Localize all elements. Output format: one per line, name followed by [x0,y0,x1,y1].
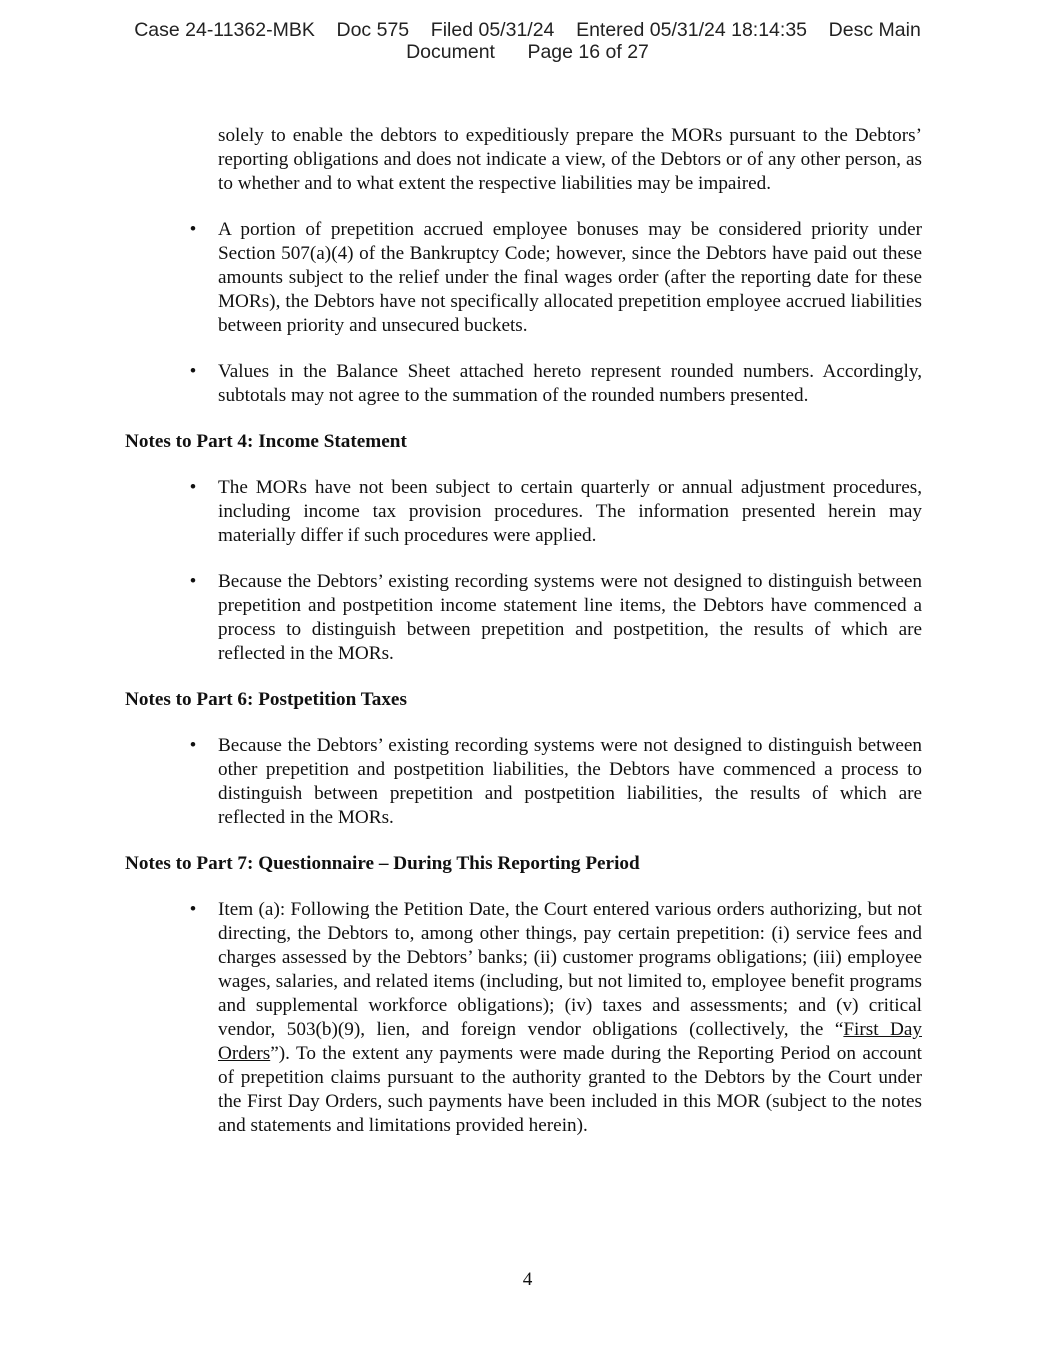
bullet-item [189,476,922,548]
bullet-icon: • [189,477,197,498]
bullet-item [189,734,922,830]
intro-paragraph: solely to enable the debtors to expeditiously prepare the MORs pursuant to the Debtors’ reporting obligations and does not indicate a view, of the Debtors or of any other person, as to whether and to what extent the respective liabilities may be impaired. [218,125,922,194]
document-body [125,124,922,1160]
document-header [0,19,1055,63]
bullet-icon: • [189,571,197,592]
bullet-item [189,360,922,408]
bullet-text: Because the Debtors’ existing recording systems were not designed to distinguish between prepetition and postpetition income statement line items, the Debtors have commenced a process to distinguish between prepetition and postpetition, the results of which are reflected in the MORs. [218,571,922,664]
document-page-line: Document Page 16 of 27 [406,41,649,63]
bullet-item [189,570,922,666]
bullet-icon: • [189,361,197,382]
bullet-text-after-term: ”). To the extent any payments were made during the Reporting Period on account of prepetition claims pursuant to the authority granted to the Debtors by the Court under the First Day Orders, such payments have been included in this MOR (subject to the notes and statements and limitations provided herein). [218,1043,922,1136]
bullet-icon: • [189,735,197,756]
page-number: 4 [522,1269,533,1290]
section-heading-part7: Notes to Part 7: Questionnaire – During This Reporting Period [125,853,640,874]
section-heading-part6: Notes to Part 6: Postpetition Taxes [125,689,407,710]
bullet-text: Values in the Balance Sheet attached hereto represent rounded numbers. Accordingly, subtotals may not agree to the summation of the rounded numbers presented. [218,361,922,406]
defined-term-first-day-orders: First Day Orders [218,1019,922,1064]
bullet-text: A portion of prepetition accrued employee bonuses may be considered priority under Section 507(a)(4) of the Bankruptcy Code; however, since the Debtors have paid out these amounts subject to the relief under the final wages order (after the reporting date for these MORs), the Debtors have not specifically allocated prepetition employee accrued liabilities between priority and unsecured buckets. [218,219,922,336]
bullet-text: Because the Debtors’ existing recording systems were not designed to distinguish between other prepetition and postpetition liabilities, the Debtors have commenced a process to distinguish between prepetition and postpetition liabilities, the results of which are reflected in the MORs. [218,735,922,828]
case-filing-line: Case 24-11362-MBK Doc 575 Filed 05/31/24 Entered 05/31/24 18:14:35 Desc Main [134,19,921,41]
bullet-icon: • [189,899,197,920]
bullet-icon: • [189,219,197,240]
bullet-item [189,898,922,1138]
section-heading-part4: Notes to Part 4: Income Statement [125,431,407,452]
bullet-text: The MORs have not been subject to certain quarterly or annual adjustment procedures, including income tax provision procedures. The information presented herein may materially differ if such procedures were applied. [218,477,922,546]
bullet-text [218,899,922,1136]
bullet-text-before-term: Item (a): Following the Petition Date, the Court entered various orders authorizing, but not directing, the Debtors to, among other things, pay certain prepetition: (i) service fees and charges assessed by the Debtors’ banks; (ii) customer programs obligations; (iii) employee wages, salaries, and related items (including, but not limited to, employee benefit programs and supplemental workforce obligations); (iv) taxes and assessments; and (v) critical vendor, 503(b)(9), lien, and foreign vendor obligations (collectively, the “ [218,899,922,1040]
bullet-item [189,218,922,338]
